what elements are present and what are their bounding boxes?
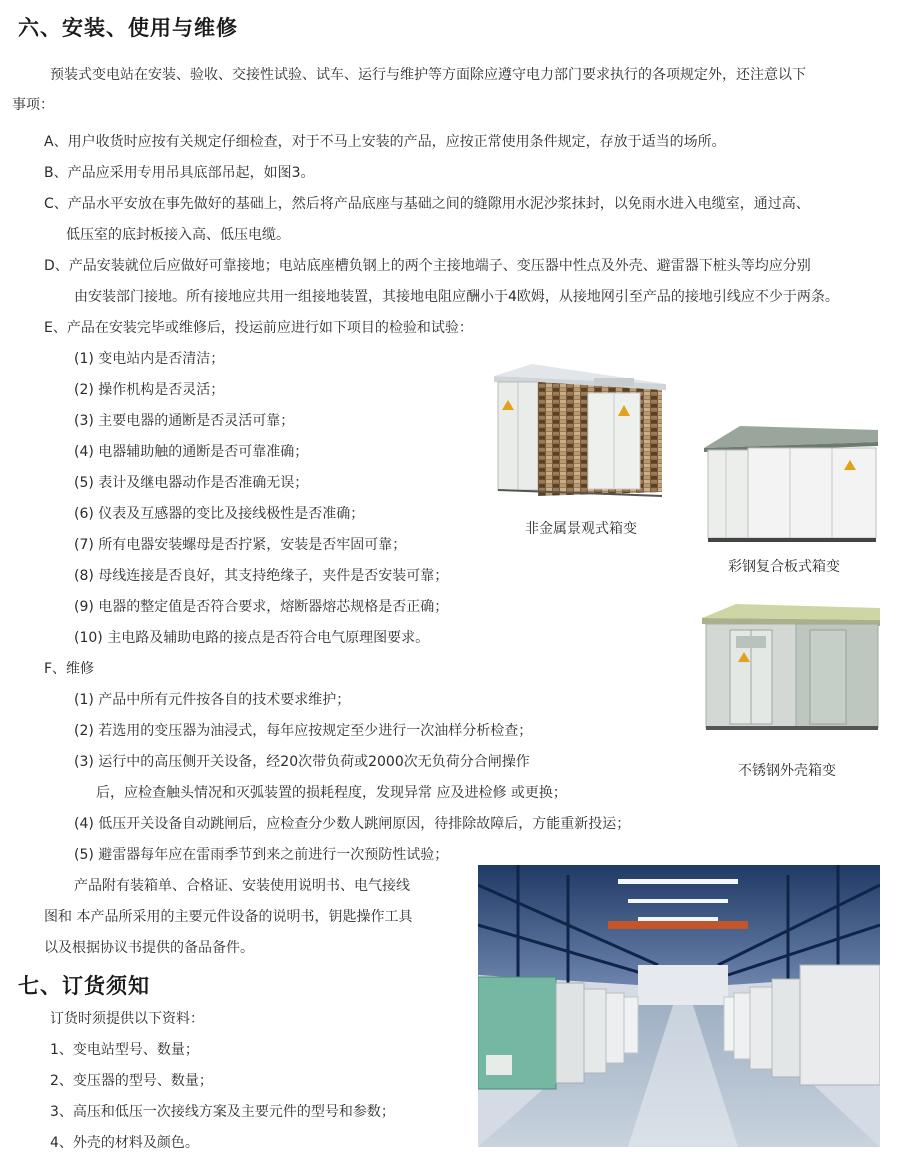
item-c-cont: 低压室的底封板接入高、低压电缆。 [66,227,290,243]
section-title-install: 六、安装、使用与维修 [18,16,238,40]
caption-photo-1: 非金属景观式箱变 [525,521,637,537]
list-item: (3) 主要电器的通断是否灵活可靠； [74,413,295,429]
item-c: C、产品水平安放在事先做好的基础上，然后将产品底座与基础之间的缝隙用水泥沙浆抹封，以免雨水进入电缆室，通过高、 [44,196,810,212]
list-item: (7) 所有电器安装螺母是否拧紧，安装是否牢固可靠； [74,537,407,553]
photo-nonmetal-substation [490,360,672,500]
section-title-ordering: 七、订货须知 [18,974,150,998]
list-item: 1、变电站型号、数量； [50,1042,199,1058]
list-item: (8) 母线连接是否良好，其支持绝缘子，夹件是否安装可靠； [74,568,449,584]
list-item: (5) 避雷器每年应在雷雨季节到来之前进行一次预防性试验； [74,847,449,863]
item-e: E、产品在安装完毕或维修后，投运前应进行如下项目的检验和试验： [44,320,473,336]
photo-stainless-substation [700,600,882,738]
list-item-cont: 后，应检查触头情况和灭弧装置的损耗程度，发现异常 应及进检修 或更换； [96,785,567,801]
list-item: (6) 仪表及互感器的变比及接线极性是否准确； [74,506,365,522]
caption-photo-3: 不锈钢外壳箱变 [738,763,836,779]
list-item: (2) 操作机构是否灵活； [74,382,225,398]
list-item: (10) 主电路及辅助电路的接点是否符合电气原理图要求。 [74,630,430,646]
item-d: D、产品安装就位后应做好可靠接地；电站底座槽负钢上的两个主接地端子、变压器中性点及外壳、避雷器下桩头等均应分别 [44,258,811,274]
item-b: B、产品应采用专用吊具底部吊起，如图3。 [44,165,315,181]
item-f: F、维修 [44,661,95,677]
closing-text-cont: 图和 本产品所采用的主要元件设备的说明书，钥匙操作工具 [44,909,413,925]
caption-photo-2: 彩钢复合板式箱变 [728,559,840,575]
list-item: (2) 若选用的变压器为油浸式，每年应按规定至少进行一次油样分析检查； [74,723,533,739]
list-item: (1) 产品中所有元件按各自的技术要求维护； [74,692,351,708]
photo-steel-panel-substation [700,420,882,548]
list-item: (3) 运行中的高压侧开关设备，经20次带负荷或2000次无负荷分合闸操作 [74,754,530,770]
list-item: (4) 低压开关设备自动跳闸后，应检查分少数人跳闸原因，待排除故障后，方能重新投运； [74,816,631,832]
closing-text: 产品附有装箱单、合格证、安装使用说明书、电气接线 [74,878,410,894]
intro-text-cont: 事项： [12,97,54,113]
ordering-intro: 订货时须提供以下资料： [50,1011,204,1027]
list-item: (5) 表计及继电器动作是否准确无误； [74,475,309,491]
list-item: 2、变压器的型号、数量； [50,1073,213,1089]
intro-text: 预装式变电站在安装、验收、交接性试验、试车、运行与维护等方面除应遵守电力部门要求执行的各项规定外，还注意以下 [50,67,806,83]
list-item: (1) 变电站内是否清洁； [74,351,225,367]
list-item: 4、外壳的材料及颜色。 [50,1135,199,1151]
item-d-cont: 由安装部门接地。所有接地应共用一组接地装置，其接地电阻应酬小于4欧姆，从接地网引至产品的接地引线应不少于两条。 [74,289,839,305]
item-a: A、用户收货时应按有关规定仔细检查，对于不马上安装的产品，应按正常使用条件规定，存放于适当的场所。 [44,134,726,150]
closing-text-end: 以及根据协议书提供的备品备件。 [44,940,254,956]
list-item: (9) 电器的整定值是否符合要求，熔断器熔芯规格是否正确； [74,599,449,615]
list-item: (4) 电器辅助触的通断是否可靠准确； [74,444,309,460]
list-item: 3、高压和低压一次接线方案及主要元件的型号和参数； [50,1104,395,1120]
photo-factory-workshop [478,865,880,1147]
